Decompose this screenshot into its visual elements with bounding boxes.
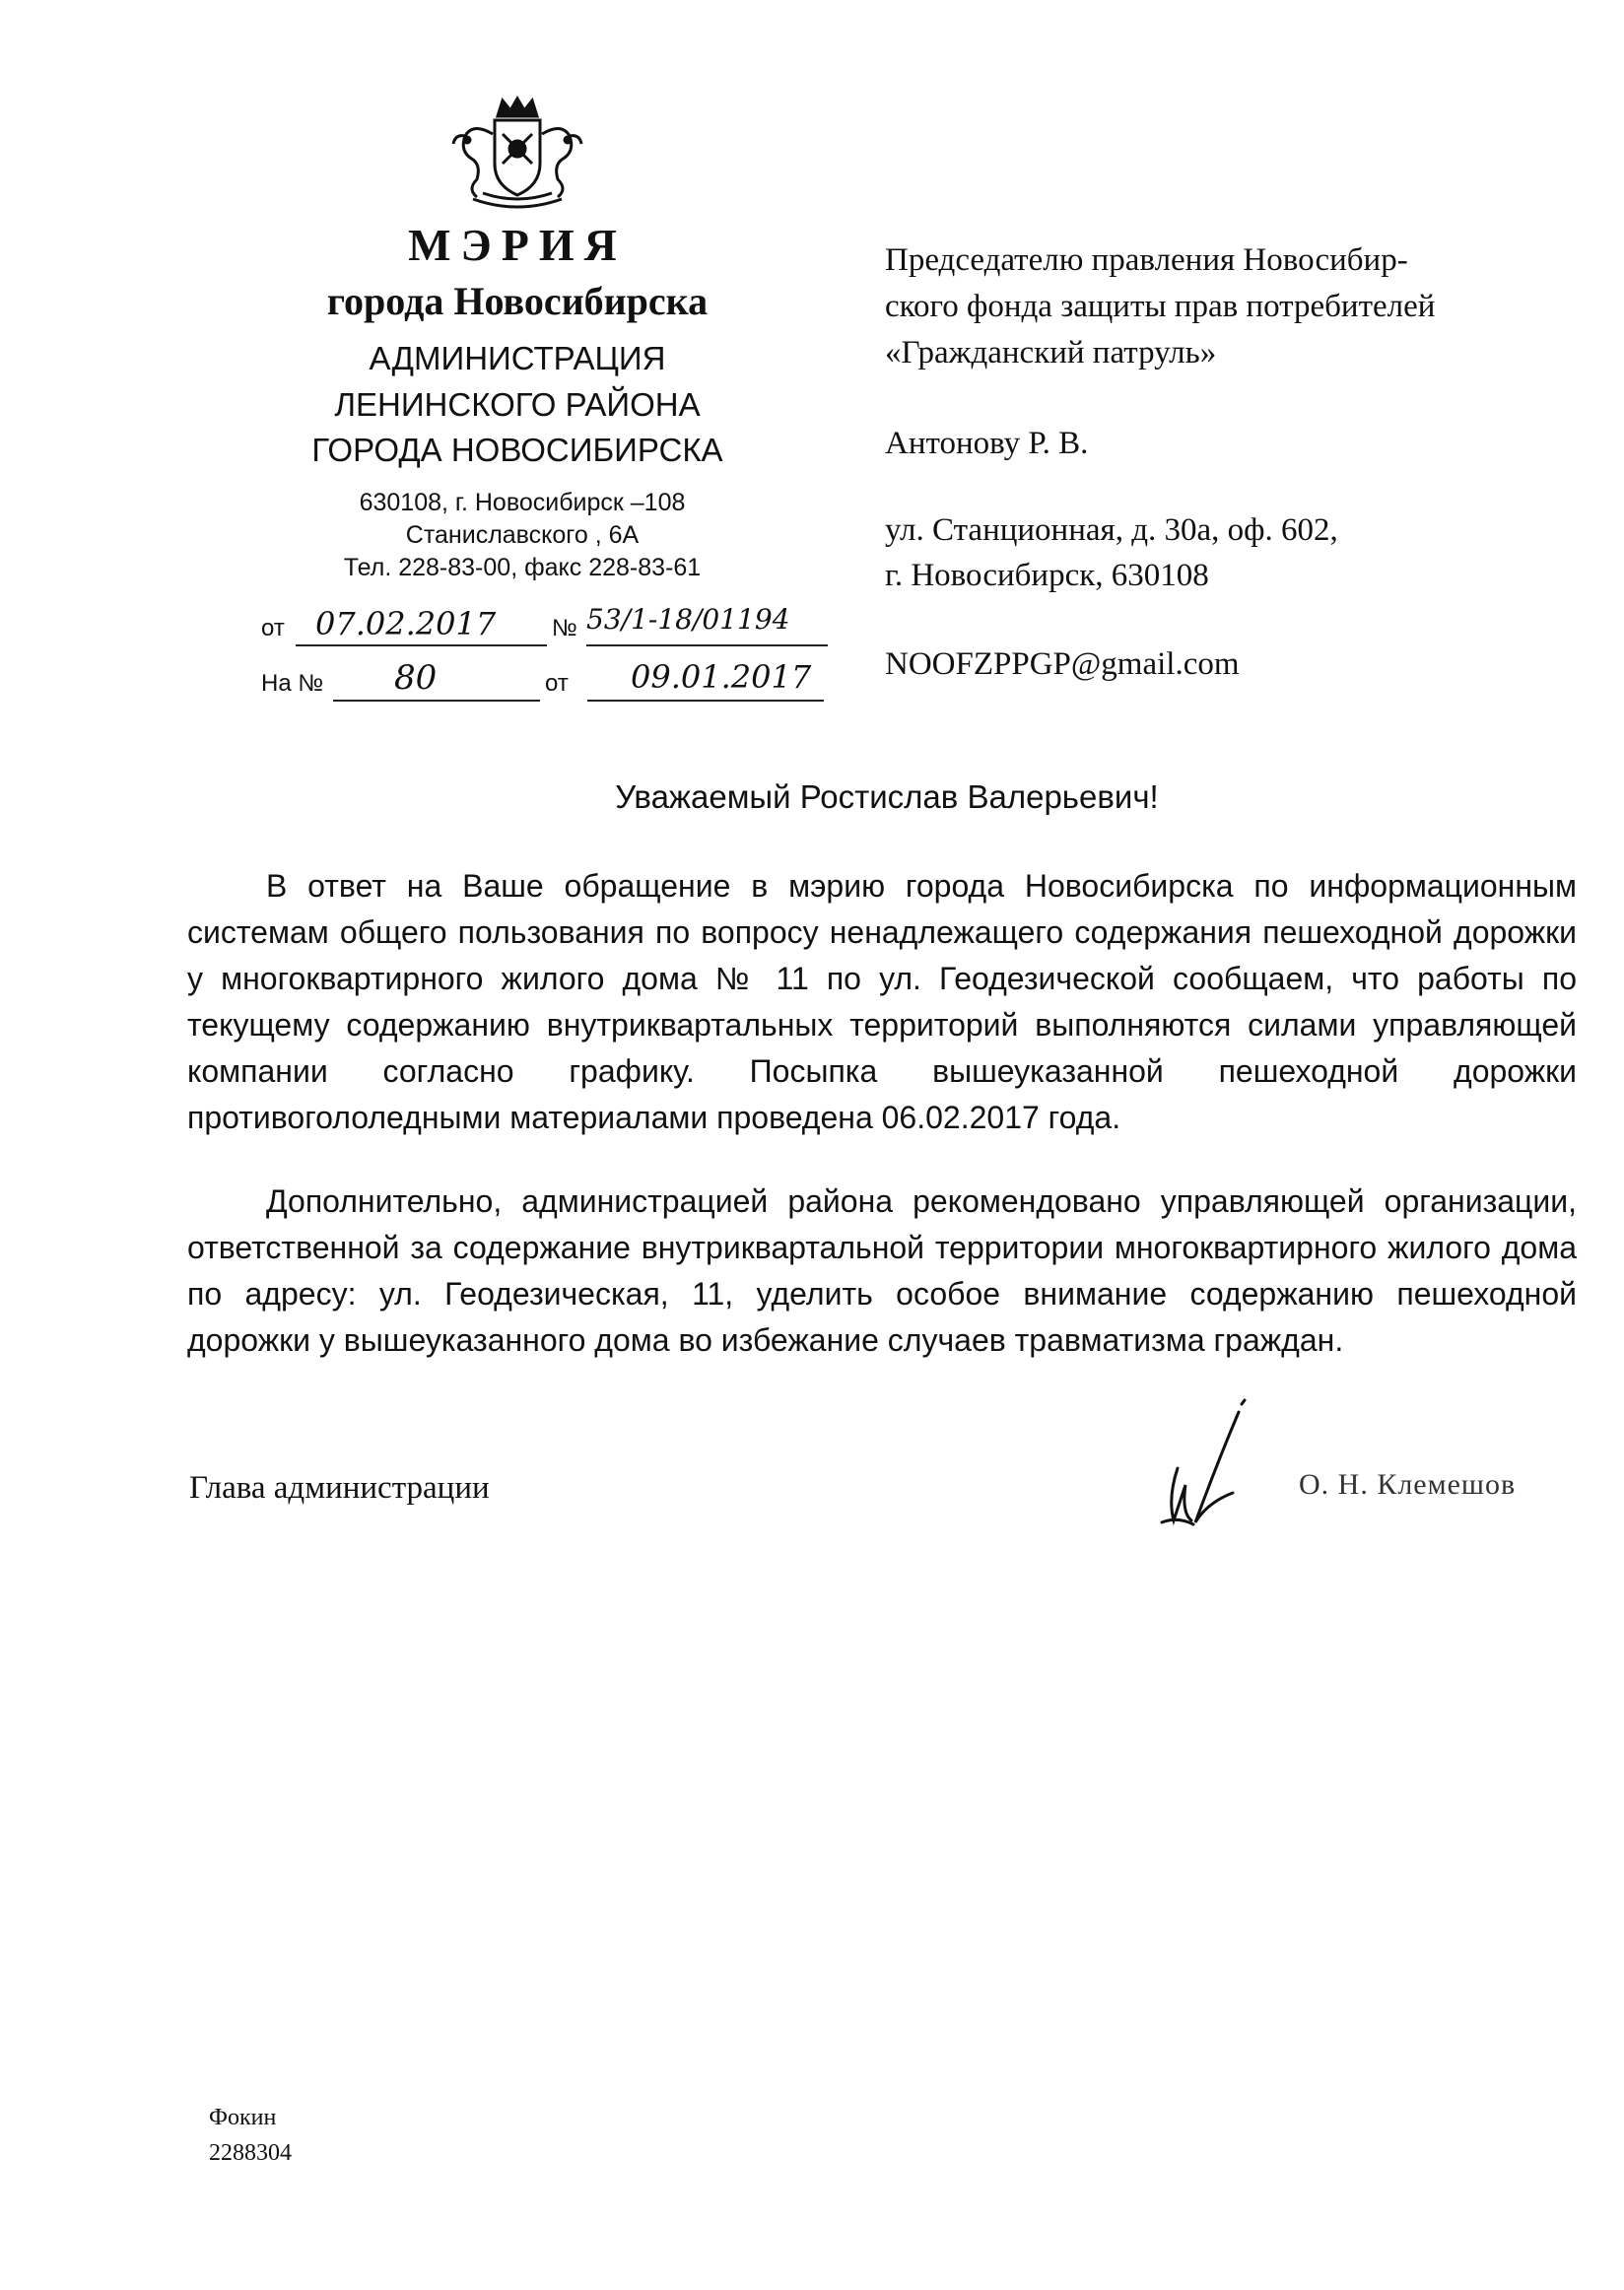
recipient-line-3: «Гражданский патруль» [885, 335, 1217, 370]
ref-number-label: № [552, 615, 577, 641]
admin-line-2: ЛЕНИНСКОГО РАЙОНА [334, 386, 701, 423]
header-address-line-1: 630108, г. Новосибирск –108 [359, 489, 686, 516]
recipient-line-2: ского фонда защиты прав потребителей [885, 289, 1436, 324]
header-phone-line: Тел. 228-83-00, факс 228-83-61 [343, 554, 702, 581]
signatory-position: Глава администрации [189, 1470, 490, 1506]
reply-number-label: На № [261, 670, 324, 697]
body-paragraph-2: Дополнительно, администрацией района рекомендовано управляющей организации, ответственной за содержание внутриквартальной территории многоквартирного жилого дома по адресу: ул. Геодезическая, 11, уделить особое внимание содержанию пешеходной дорожки у вышеуказанного дома во избежание случаев травматизма граждан. [187, 1183, 1577, 1358]
admin-line-1: АДМИНИСТРАЦИЯ [369, 340, 666, 376]
ref-number-value: 53/1-18/01194 [586, 603, 790, 636]
novosibirsk-coat-of-arms-icon [443, 95, 591, 213]
recipient-email: NOOFZPPGP@gmail.com [885, 646, 1240, 682]
reply-date-line [587, 700, 824, 702]
org-title: МЭРИЯ [408, 220, 627, 270]
recipient-address-line-2: г. Новосибирск, 630108 [885, 558, 1209, 593]
salutation: Уважаемый Ростислав Валерьевич! [615, 778, 1159, 815]
ref-number-line [586, 644, 828, 646]
ref-date-line [296, 644, 547, 646]
admin-line-3: ГОРОДА НОВОСИБИРСКА [311, 432, 723, 468]
org-city: города Новосибирска [326, 279, 709, 323]
header-address-line-2: Станиславского , 6А [405, 521, 640, 549]
recipient-address-line-1: ул. Станционная, д. 30а, оф. 602, [885, 512, 1338, 548]
reply-date-value: 09.01.2017 [631, 658, 812, 696]
ref-from-label: от [261, 615, 285, 641]
recipient-name: Антонову Р. В. [885, 426, 1089, 461]
reply-from-label: от [545, 670, 569, 697]
executor-name: Фокин [209, 2105, 277, 2130]
executor-phone: 2288304 [209, 2140, 292, 2166]
reply-number-line [333, 700, 540, 702]
ref-date-value: 07.02.2017 [315, 605, 497, 642]
signatory-name: О. Н. Клемешов [1299, 1468, 1517, 1501]
reply-number-value: 80 [394, 658, 438, 698]
recipient-line-1: Председателю правления Новосибир- [885, 242, 1408, 278]
body-paragraph-1: В ответ на Ваше обращение в мэрию города Новосибирска по информационным системам общего пользования по вопросу ненадлежащего содержания пешеходной дорожки у многоквартирного жилого дома № 11 по ул. Геодезической сообщаем, что работы по текущему содержанию внутриквартальных территорий выполняются силами управляющей компании согласно графику. Посыпка вышеуказанной пешеходной дорожки противогололедными материалами проведена 06.02.2017 года. [187, 868, 1577, 1135]
handwritten-signature-icon [1148, 1394, 1266, 1542]
